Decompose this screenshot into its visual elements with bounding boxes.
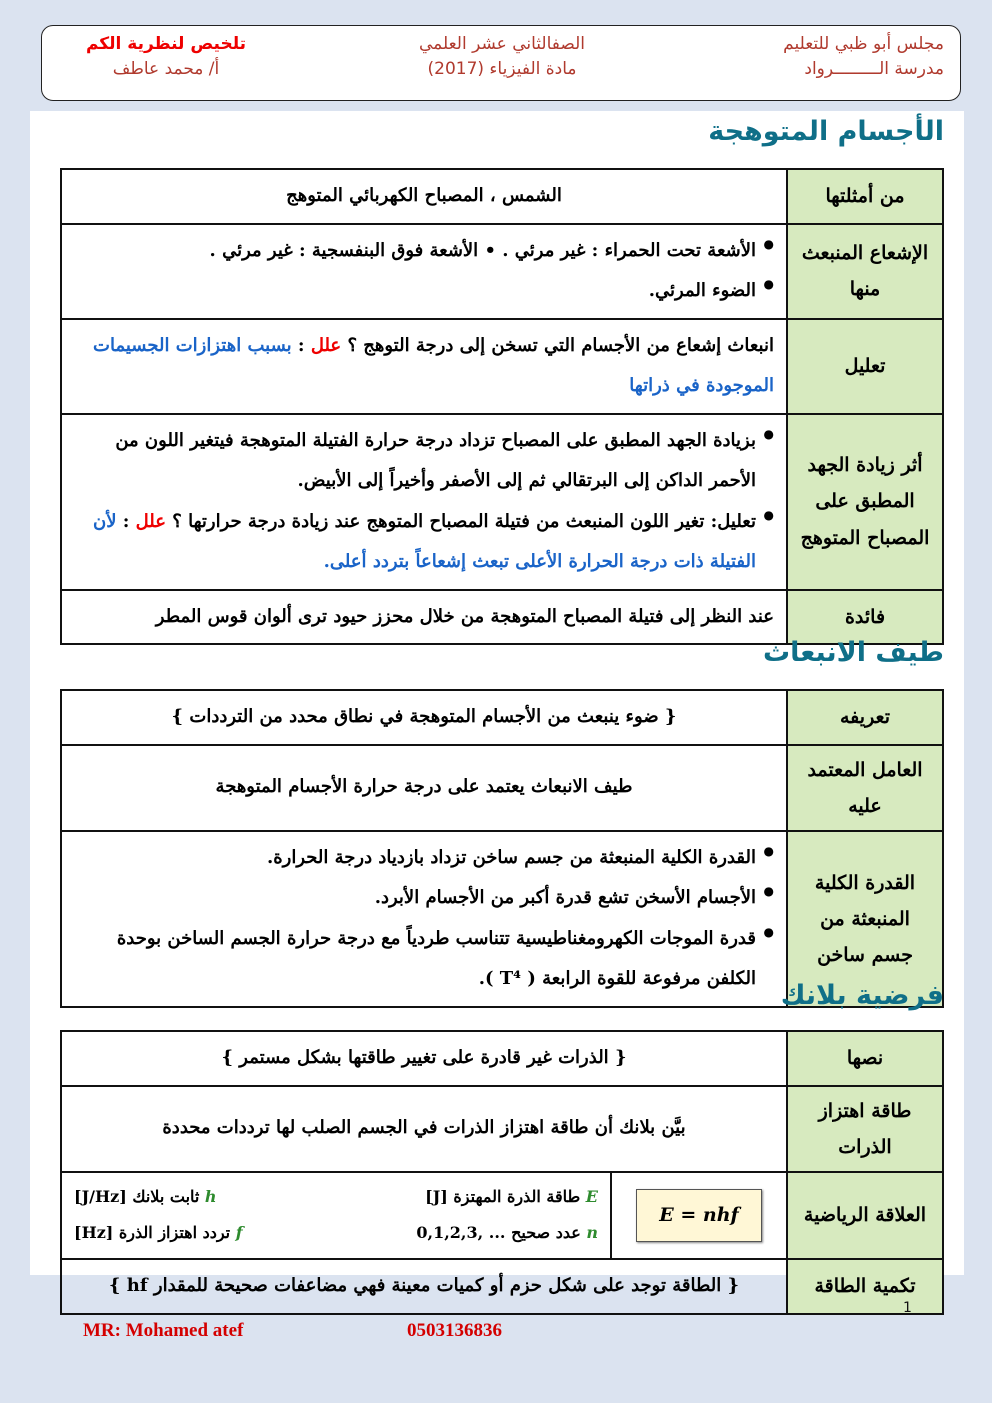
symbol: f [235, 1223, 243, 1243]
symbol-def [425, 1179, 598, 1216]
row-head: القدرة الكلية المنبعثة من جسم ساخن [787, 831, 943, 1007]
table-row [61, 745, 943, 831]
reason-answer: لأن الفتيلة ذات درجة الحرارة الأعلى تبعث إشعاعاً بتردد أعلى. [93, 510, 756, 572]
section-title-glowing-bodies: الأجسام المتوهجة [708, 116, 944, 147]
row-body [61, 224, 787, 319]
row-head: العامل المعتمد عليه [787, 745, 943, 831]
council-name: مجلس أبو ظبي للتعليم [783, 34, 944, 54]
row-body: { الطاقة توجد على شكل حزم أو كميات معينة فهي مضاعفات صحيحة للمقدار hf } [61, 1259, 787, 1314]
separator: : [116, 510, 136, 532]
reason-question: انبعاث إشعاع من الأجسام التي تسخن إلى درجة التوهج ؟ [341, 334, 774, 356]
definition: طاقة الذرة المهتزة [J] [425, 1186, 581, 1206]
row-head: تعليل [787, 319, 943, 414]
row-body: طيف الانبعاث يعتمد على درجة حرارة الأجسام المتوهجة [61, 745, 787, 831]
row-body: { ضوء ينبعث من الأجسام المتوهجة في نطاق محدد من الترددات } [61, 690, 787, 745]
table-row [61, 319, 943, 414]
table-row [61, 690, 943, 745]
footer-phone: 0503136836 [407, 1320, 502, 1341]
table-row [61, 1086, 943, 1172]
reason-label: علل [135, 510, 167, 532]
teacher-name: أ/ محمد عاطف [112, 59, 220, 79]
row-head: تكمية الطاقة [787, 1259, 943, 1314]
symbol-definitions [61, 1172, 611, 1260]
page-header [41, 25, 961, 101]
symbol-row [74, 1179, 598, 1216]
table-row [61, 1172, 943, 1260]
reason-question: تعليل: تغير اللون المنبعث من فتيلة المصباح المتوهج عند زيادة درجة حرارتها ؟ [166, 510, 756, 532]
list-item: ● بزيادة الجهد المطبق على المصباح تزداد درجة حرارة الفتيلة المتوهجة فيتغير اللون من الأحمر الداكن إلى البرتقالي ثم إلى الأصفر وأخيراً إلى الأبيض. [74, 421, 756, 502]
reason-label: علل [310, 334, 342, 356]
list-item [74, 502, 756, 583]
doc-title: تلخيص لنظرية الكم [85, 34, 247, 54]
table-row [61, 169, 943, 224]
table-row [61, 414, 943, 590]
row-body: { الذرات غير قادرة على تغيير طاقتها بشكل مستمر } [61, 1031, 787, 1086]
row-head: الإشعاع المنبعث منها [787, 224, 943, 319]
glowing-bodies-table [60, 168, 944, 645]
planck-table [60, 1030, 944, 1315]
school-name: مدرسة الـــــــــرواد [804, 59, 944, 79]
list-item: ● قدرة الموجات الكهرومغناطيسية تتناسب طردياً مع درجة حرارة الجسم الساخن بوحدة الكلفن مرفوعة للقوة الرابعة ( T⁴ ). [74, 919, 756, 1000]
subject-label: مادة الفيزياء (2017) [427, 59, 577, 79]
symbol: E [585, 1186, 598, 1206]
row-body: الشمس ، المصباح الكهربائي المتوهج [61, 169, 787, 224]
footer-teacher: MR: Mohamed atef [83, 1320, 244, 1341]
grade-label: الصفالثاني عشر العلمي [418, 34, 586, 54]
table-row [61, 590, 943, 645]
symbol-row [74, 1215, 598, 1252]
symbol-def [416, 1215, 598, 1252]
section-title-planck: فرضية بلانك [780, 980, 944, 1011]
row-head: تعريفه [787, 690, 943, 745]
row-head: نصها [787, 1031, 943, 1086]
symbol-def [74, 1215, 243, 1252]
definition: ثابت بلانك [J/Hz] [74, 1186, 200, 1206]
planck-formula: E = nhf [636, 1189, 761, 1242]
definition: تردد اهتزاز الذرة [Hz] [74, 1223, 231, 1243]
definition: عدد صحيح ... ,0,1,2,3 [416, 1223, 581, 1243]
row-body [61, 831, 787, 1007]
list-item: ● الأشعة تحت الحمراء : غير مرئي . • الأشعة فوق البنفسجية : غير مرئي . [74, 231, 756, 272]
list-item: ● الأجسام الأسخن تشع قدرة أكبر من الأجسام الأبرد. [74, 878, 756, 919]
row-head: العلاقة الرياضية [787, 1172, 943, 1260]
symbol: h [204, 1186, 217, 1206]
table-row [61, 1031, 943, 1086]
reason-answer: بسبب اهتزازات الجسيمات الموجودة في ذراتها [93, 334, 774, 396]
page-number: 1 [903, 1300, 912, 1316]
table-row [61, 224, 943, 319]
class-info [402, 32, 602, 82]
table-row [61, 1259, 943, 1314]
row-head: طاقة اهتزاز الذرات [787, 1086, 943, 1172]
symbol: n [586, 1223, 598, 1243]
doc-info [76, 32, 256, 82]
row-body: عند النظر إلى فتيلة المصباح المتوهجة من خلال محزز حيود ترى ألوان قوس المطر [61, 590, 787, 645]
list-item: ● الضوء المرئي. [74, 271, 756, 312]
section-title-emission-spectrum: طيف الانبعاث [762, 637, 944, 668]
formula-cell [611, 1172, 787, 1260]
row-body [61, 414, 787, 590]
emission-spectrum-table [60, 689, 944, 1008]
school-info [783, 32, 944, 82]
row-head: من أمثلتها [787, 169, 943, 224]
row-body: بيَّن بلانك أن طاقة اهتزاز الذرات في الجسم الصلب لها ترددات محددة [61, 1086, 787, 1172]
row-body [61, 319, 787, 414]
row-head: فائدة [787, 590, 943, 645]
row-head: أثر زيادة الجهد المطبق على المصباح المتوهج [787, 414, 943, 590]
list-item: ● القدرة الكلية المنبعثة من جسم ساخن تزداد بازدياد درجة الحرارة. [74, 838, 756, 879]
separator: : [291, 334, 311, 356]
symbol-def [74, 1179, 217, 1216]
